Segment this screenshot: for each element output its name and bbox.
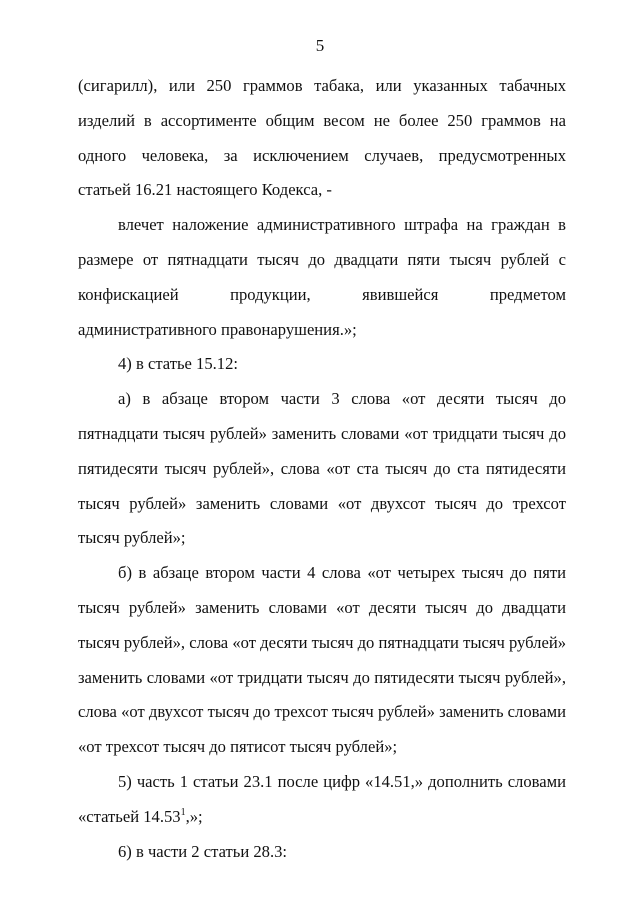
paragraph-penalty: влечет наложение административного штрафа на граждан в размере от пятнадцати тысяч до двадцати пяти тысяч рублей с конфискацией продукции, явившейся предметом административного правонарушения.»;	[78, 215, 566, 339]
paragraph-item-4b: б) в абзаце втором части 4 слова «от четырех тысяч до пяти тысяч рублей» заменить словами «от десяти тысяч до двадцати тысяч рублей», слова «от десяти тысяч до пятнадцати тысяч рублей» заменить словами «от тридцати тысяч до пятидесяти тысяч рублей», слова «от двухсот тысяч до трехсот тысяч рублей» заменить словами «от трехсот тысяч до пятисот тысяч рублей»;	[78, 563, 566, 757]
paragraph-continuation: (сигарилл), или 250 граммов табака, или указанных табачных изделий в ассортименте общим весом не более 250 граммов на одного человека, за исключением случаев, предусмотренных статьей 16.21 настоящего Кодекса, -	[78, 76, 566, 200]
paragraph-item-4: 4) в статье 15.12:	[118, 354, 238, 374]
paragraph-item-5-tail: ,»;	[185, 806, 203, 826]
page-number: 5	[315, 36, 325, 55]
paragraph-item-4a: а) в абзаце втором части 3 слова «от десяти тысяч до пятнадцати тысяч рублей» заменить словами «от тридцати тысяч до пятидесяти тысяч рублей», слова «от ста тысяч до ста пятидесяти тысяч рублей» заменить словами «от двухсот тысяч до трехсот тысяч рублей»;	[78, 389, 566, 548]
superscript-marker: 1	[180, 806, 186, 818]
paragraph-item-5	[78, 765, 566, 835]
paragraph-item-6: 6) в части 2 статьи 28.3:	[118, 841, 288, 861]
document-body	[78, 69, 566, 869]
paragraph-item-5-text: 5) часть 1 статьи 23.1 после цифр «14.51,» дополнить словами «статьей 14.53	[78, 771, 566, 826]
